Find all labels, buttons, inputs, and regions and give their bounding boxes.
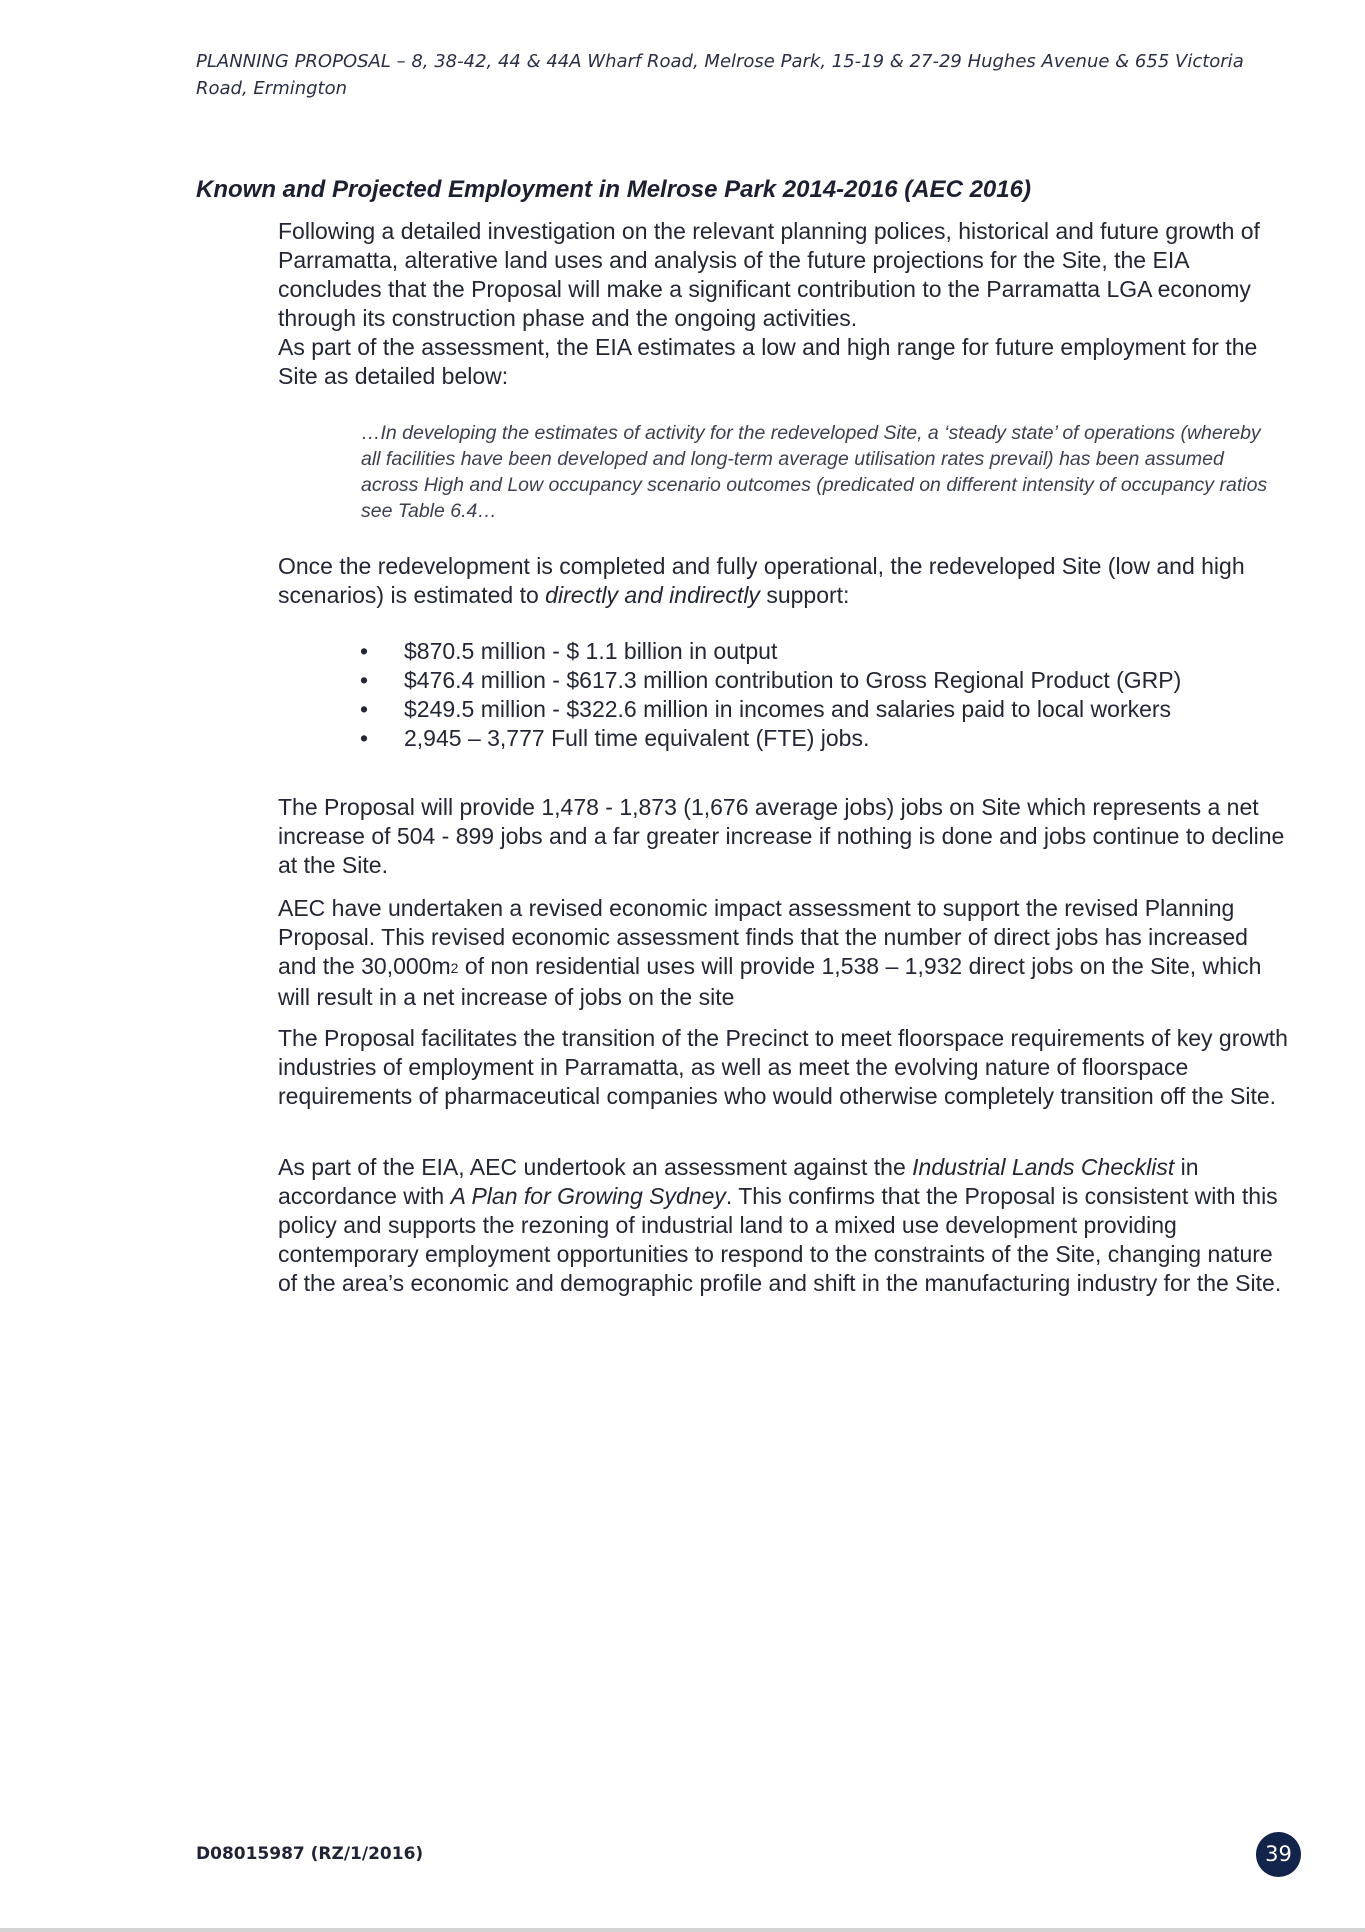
checklist-emphasis: Industrial Lands Checklist — [912, 1154, 1175, 1180]
section-heading: Known and Projected Employment in Melrose Park 2014-2016 (AEC 2016) — [196, 176, 1031, 203]
support-intro-tail: support: — [759, 582, 850, 608]
bullet-icon: • — [360, 638, 369, 664]
assessment-sentence: As part of the assessment, the EIA estimates a low and high range for future employment for the Site as detailed below: — [278, 334, 1258, 389]
list-item-text: $870.5 million - $ 1.1 billion in output — [404, 638, 778, 664]
list-item — [360, 666, 1181, 695]
bullet-icon: • — [360, 725, 369, 751]
revised-assessment-paragraph — [278, 894, 1288, 1012]
checklist-paragraph — [278, 1153, 1288, 1298]
economic-impact-list — [360, 637, 1181, 753]
list-item — [360, 637, 1181, 666]
list-item-text: $249.5 million - $322.6 million in incomes and salaries paid to local workers — [404, 696, 1172, 722]
square-metre-superscript: 2 — [450, 960, 459, 976]
checklist-text: . This confirms that the Proposal is consistent with this policy and supports the rezoning of industrial land to a mixed use development providing contemporary employment opportunities to respond to the constraints of the Site, changing nature of the area’s economic and demographic profile and shift in the manufacturing industry for the Site. — [278, 1183, 1282, 1296]
list-item-text: $476.4 million - $617.3 million contribution to Gross Regional Product (GRP) — [404, 667, 1182, 693]
bullet-icon: • — [360, 667, 369, 693]
jobs-paragraph: The Proposal will provide 1,478 - 1,873 (1,676 average jobs) jobs on Site which represents a net increase of 504 - 899 jobs and a far greater increase if nothing is done and jobs continue to decline at the Site. — [278, 794, 1285, 878]
support-intro-paragraph — [278, 552, 1288, 610]
running-header: PLANNING PROPOSAL – 8, 38-42, 44 & 44A Wharf Road, Melrose Park, 15-19 & 27-29 Hughes Avenue & 655 Victoria Road, Ermington — [196, 51, 1244, 99]
page-divider — [0, 1928, 1365, 1932]
page-number-badge: 39 — [1256, 1832, 1301, 1877]
eia-quote: …In developing the estimates of activity for the redeveloped Site, a ‘steady state’ of operations (whereby all facilities have been developed and long-term average utilisation rates prevail) has been assumed across High and Low occupancy scenario outcomes (predicated on different intensity of occupancy ratios see Table 6.4… — [361, 422, 1268, 522]
bullet-icon: • — [360, 696, 369, 722]
document-id: D08015987 (RZ/1/2016) — [196, 1844, 424, 1864]
plan-title-emphasis: A Plan for Growing Sydney — [450, 1183, 726, 1209]
revised-text-tail: of non residential uses will provide 1,538 – 1,932 direct jobs on the Site, which will result in a net increase of jobs on the site — [278, 953, 1262, 1010]
support-intro-text: Once the redevelopment is completed and fully operational, the redeveloped Site (low and high scenarios) is estimated to — [278, 553, 1245, 608]
checklist-text: As part of the EIA, AEC undertook an assessment against the — [278, 1154, 913, 1180]
checklist-text: in accordance with — [278, 1154, 1199, 1209]
support-intro-emphasis: directly and indirectly — [545, 582, 760, 608]
revised-text: AEC have undertaken a revised economic impact assessment to support the revised Planning Proposal. This revised economic assessment finds that the number of direct jobs has increased and the 30,000m — [278, 895, 1248, 979]
list-item — [360, 724, 1181, 753]
list-item — [360, 695, 1181, 724]
list-item-text: 2,945 – 3,777 Full time equivalent (FTE) jobs. — [404, 725, 870, 751]
intro-paragraph: Following a detailed investigation on the relevant planning polices, historical and future growth of Parramatta, alterative land uses and analysis of the future projections for the Site, the EIA concludes that the Proposal will make a significant contribution to the Parramatta LGA economy through its construction phase and the ongoing activities. — [278, 218, 1260, 331]
transition-paragraph: The Proposal facilitates the transition of the Precinct to meet floorspace requirements of key growth industries of employment in Parramatta, as well as meet the evolving nature of floorspace requirements of pharmaceutical companies who would otherwise completely transition off the Site. — [278, 1025, 1288, 1109]
